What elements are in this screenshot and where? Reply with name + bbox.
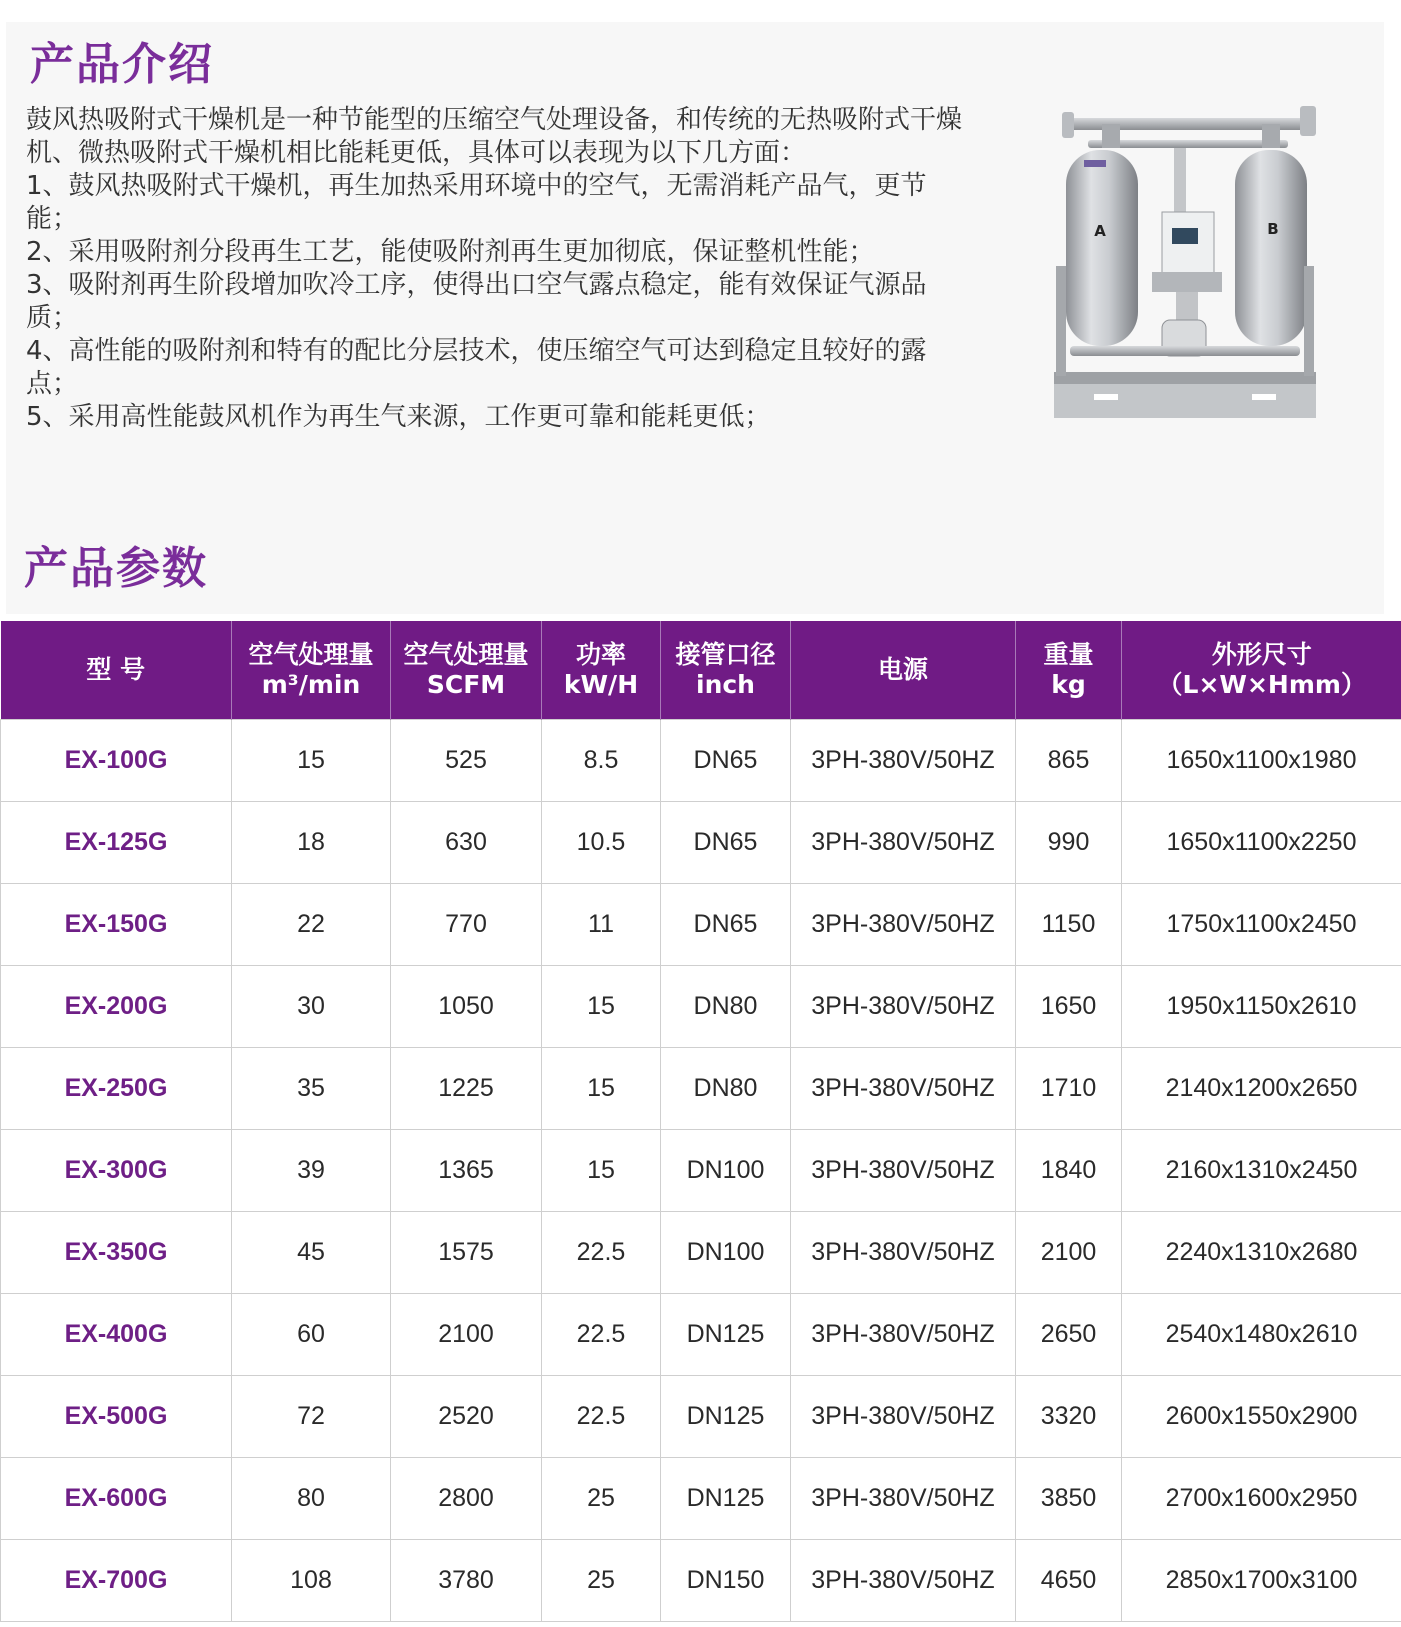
- cell-weight: 3850: [1016, 1458, 1122, 1540]
- cell-pipe: DN125: [661, 1458, 791, 1540]
- cell-dimensions: 2700x1600x2950: [1122, 1458, 1401, 1540]
- cell-flow-m3: 72: [232, 1376, 391, 1458]
- cell-flow-m3: 22: [232, 884, 391, 966]
- cell-model: EX-500G: [1, 1376, 232, 1458]
- header-weight: 重量 kg: [1016, 621, 1122, 720]
- cell-pipe: DN65: [661, 720, 791, 802]
- cell-model: EX-600G: [1, 1458, 232, 1540]
- header-pipe: 接管口径 inch: [661, 621, 791, 720]
- intro-line: 3、吸附剂再生阶段增加吹冷工序，使得出口空气露点稳定，能有效保证气源品质；: [26, 270, 927, 333]
- cell-flow-scfm: 1365: [391, 1130, 542, 1212]
- table-row: [1, 1540, 1401, 1622]
- table-body: [1, 720, 1401, 1622]
- cell-model: EX-350G: [1, 1212, 232, 1294]
- cell-weight: 1650: [1016, 966, 1122, 1048]
- cell-power: 15: [542, 1130, 661, 1212]
- cell-power: 22.5: [542, 1212, 661, 1294]
- params-title: 产品参数: [24, 543, 208, 594]
- cell-flow-m3: 15: [232, 720, 391, 802]
- cell-power-supply: 3PH-380V/50HZ: [791, 966, 1016, 1048]
- cell-dimensions: 2540x1480x2610: [1122, 1294, 1401, 1376]
- cell-weight: 2100: [1016, 1212, 1122, 1294]
- dryer-machine-image: [1042, 104, 1327, 422]
- cell-model: EX-700G: [1, 1540, 232, 1622]
- cell-dimensions: 2140x1200x2650: [1122, 1048, 1401, 1130]
- table-row: [1, 1048, 1401, 1130]
- table-row: [1, 884, 1401, 966]
- cell-power: 8.5: [542, 720, 661, 802]
- cell-power: 22.5: [542, 1376, 661, 1458]
- cell-power: 25: [542, 1540, 661, 1622]
- cell-dimensions: 2240x1310x2680: [1122, 1212, 1401, 1294]
- header-power: 功率 kW/H: [542, 621, 661, 720]
- cell-flow-m3: 18: [232, 802, 391, 884]
- cell-dimensions: 1950x1150x2610: [1122, 966, 1401, 1048]
- cell-model: EX-300G: [1, 1130, 232, 1212]
- cell-power: 15: [542, 966, 661, 1048]
- table-header-row: [1, 621, 1401, 720]
- table-row: [1, 1212, 1401, 1294]
- intro-line: 5、采用高性能鼓风机作为再生气来源，工作更可靠和能耗更低；: [26, 402, 771, 432]
- cell-flow-scfm: 1575: [391, 1212, 542, 1294]
- cell-weight: 1710: [1016, 1048, 1122, 1130]
- intro-line: 2、采用吸附剂分段再生工艺，能使吸附剂再生更加彻底，保证整机性能；: [26, 237, 875, 267]
- table-row: [1, 966, 1401, 1048]
- cell-weight: 865: [1016, 720, 1122, 802]
- intro-line: 4、高性能的吸附剂和特有的配比分层技术，使压缩空气可达到稳定且较好的露点；: [26, 336, 927, 399]
- cell-pipe: DN125: [661, 1294, 791, 1376]
- cell-power-supply: 3PH-380V/50HZ: [791, 1294, 1016, 1376]
- cell-flow-scfm: 2800: [391, 1458, 542, 1540]
- spec-table: [0, 621, 1401, 1622]
- cell-model: EX-150G: [1, 884, 232, 966]
- cell-flow-m3: 30: [232, 966, 391, 1048]
- cell-flow-m3: 108: [232, 1540, 391, 1622]
- cell-power-supply: 3PH-380V/50HZ: [791, 884, 1016, 966]
- table-row: [1, 720, 1401, 802]
- cell-model: EX-100G: [1, 720, 232, 802]
- header-model: 型 号: [1, 621, 232, 720]
- cell-flow-scfm: 3780: [391, 1540, 542, 1622]
- header-flow-scfm: 空气处理量 SCFM: [391, 621, 542, 720]
- cell-power-supply: 3PH-380V/50HZ: [791, 1540, 1016, 1622]
- cell-power: 22.5: [542, 1294, 661, 1376]
- cell-power: 15: [542, 1048, 661, 1130]
- cell-dimensions: 2600x1550x2900: [1122, 1376, 1401, 1458]
- cell-power-supply: 3PH-380V/50HZ: [791, 1130, 1016, 1212]
- cell-weight: 1150: [1016, 884, 1122, 966]
- cell-flow-scfm: 2100: [391, 1294, 542, 1376]
- intro-line: 1、鼓风热吸附式干燥机，再生加热采用环境中的空气，无需消耗产品气，更节能；: [26, 171, 927, 234]
- cell-flow-scfm: 525: [391, 720, 542, 802]
- table-row: [1, 802, 1401, 884]
- cell-pipe: DN80: [661, 966, 791, 1048]
- cell-weight: 4650: [1016, 1540, 1122, 1622]
- cell-flow-scfm: 2520: [391, 1376, 542, 1458]
- header-dimensions: 外形尺寸 （L×W×Hmm）: [1122, 621, 1401, 720]
- cell-power: 10.5: [542, 802, 661, 884]
- cell-power-supply: 3PH-380V/50HZ: [791, 1376, 1016, 1458]
- intro-title: 产品介绍: [30, 39, 214, 90]
- cell-dimensions: 1750x1100x2450: [1122, 884, 1401, 966]
- cell-flow-m3: 60: [232, 1294, 391, 1376]
- tank-label-b: B: [1267, 220, 1279, 238]
- cell-dimensions: 1650x1100x2250: [1122, 802, 1401, 884]
- cell-flow-scfm: 770: [391, 884, 542, 966]
- cell-power-supply: 3PH-380V/50HZ: [791, 1458, 1016, 1540]
- header-power-supply: 电源: [791, 621, 1016, 720]
- cell-dimensions: 2160x1310x2450: [1122, 1130, 1401, 1212]
- cell-flow-m3: 80: [232, 1458, 391, 1540]
- cell-pipe: DN100: [661, 1212, 791, 1294]
- cell-flow-scfm: 1225: [391, 1048, 542, 1130]
- cell-model: EX-125G: [1, 802, 232, 884]
- cell-power-supply: 3PH-380V/50HZ: [791, 720, 1016, 802]
- cell-power-supply: 3PH-380V/50HZ: [791, 802, 1016, 884]
- cell-weight: 3320: [1016, 1376, 1122, 1458]
- cell-power: 11: [542, 884, 661, 966]
- header-flow-m3: 空气处理量 m³/min: [232, 621, 391, 720]
- intro-text: [26, 104, 976, 434]
- cell-flow-m3: 39: [232, 1130, 391, 1212]
- cell-dimensions: 2850x1700x3100: [1122, 1540, 1401, 1622]
- cell-pipe: DN65: [661, 884, 791, 966]
- cell-pipe: DN125: [661, 1376, 791, 1458]
- tank-label-a: A: [1094, 222, 1106, 240]
- table-row: [1, 1458, 1401, 1540]
- cell-power: 25: [542, 1458, 661, 1540]
- table-row: [1, 1294, 1401, 1376]
- cell-pipe: DN80: [661, 1048, 791, 1130]
- table-row: [1, 1376, 1401, 1458]
- cell-pipe: DN150: [661, 1540, 791, 1622]
- cell-power-supply: 3PH-380V/50HZ: [791, 1212, 1016, 1294]
- cell-power-supply: 3PH-380V/50HZ: [791, 1048, 1016, 1130]
- cell-pipe: DN65: [661, 802, 791, 884]
- cell-flow-m3: 35: [232, 1048, 391, 1130]
- cell-flow-scfm: 630: [391, 802, 542, 884]
- cell-weight: 1840: [1016, 1130, 1122, 1212]
- cell-flow-scfm: 1050: [391, 966, 542, 1048]
- cell-model: EX-250G: [1, 1048, 232, 1130]
- cell-dimensions: 1650x1100x1980: [1122, 720, 1401, 802]
- cell-weight: 2650: [1016, 1294, 1122, 1376]
- cell-weight: 990: [1016, 802, 1122, 884]
- cell-pipe: DN100: [661, 1130, 791, 1212]
- intro-line: 鼓风热吸附式干燥机是一种节能型的压缩空气处理设备，和传统的无热吸附式干燥机、微热吸附式干燥机相比能耗更低，具体可以表现为以下几方面：: [26, 105, 963, 168]
- cell-model: EX-200G: [1, 966, 232, 1048]
- table-row: [1, 1130, 1401, 1212]
- cell-model: EX-400G: [1, 1294, 232, 1376]
- cell-flow-m3: 45: [232, 1212, 391, 1294]
